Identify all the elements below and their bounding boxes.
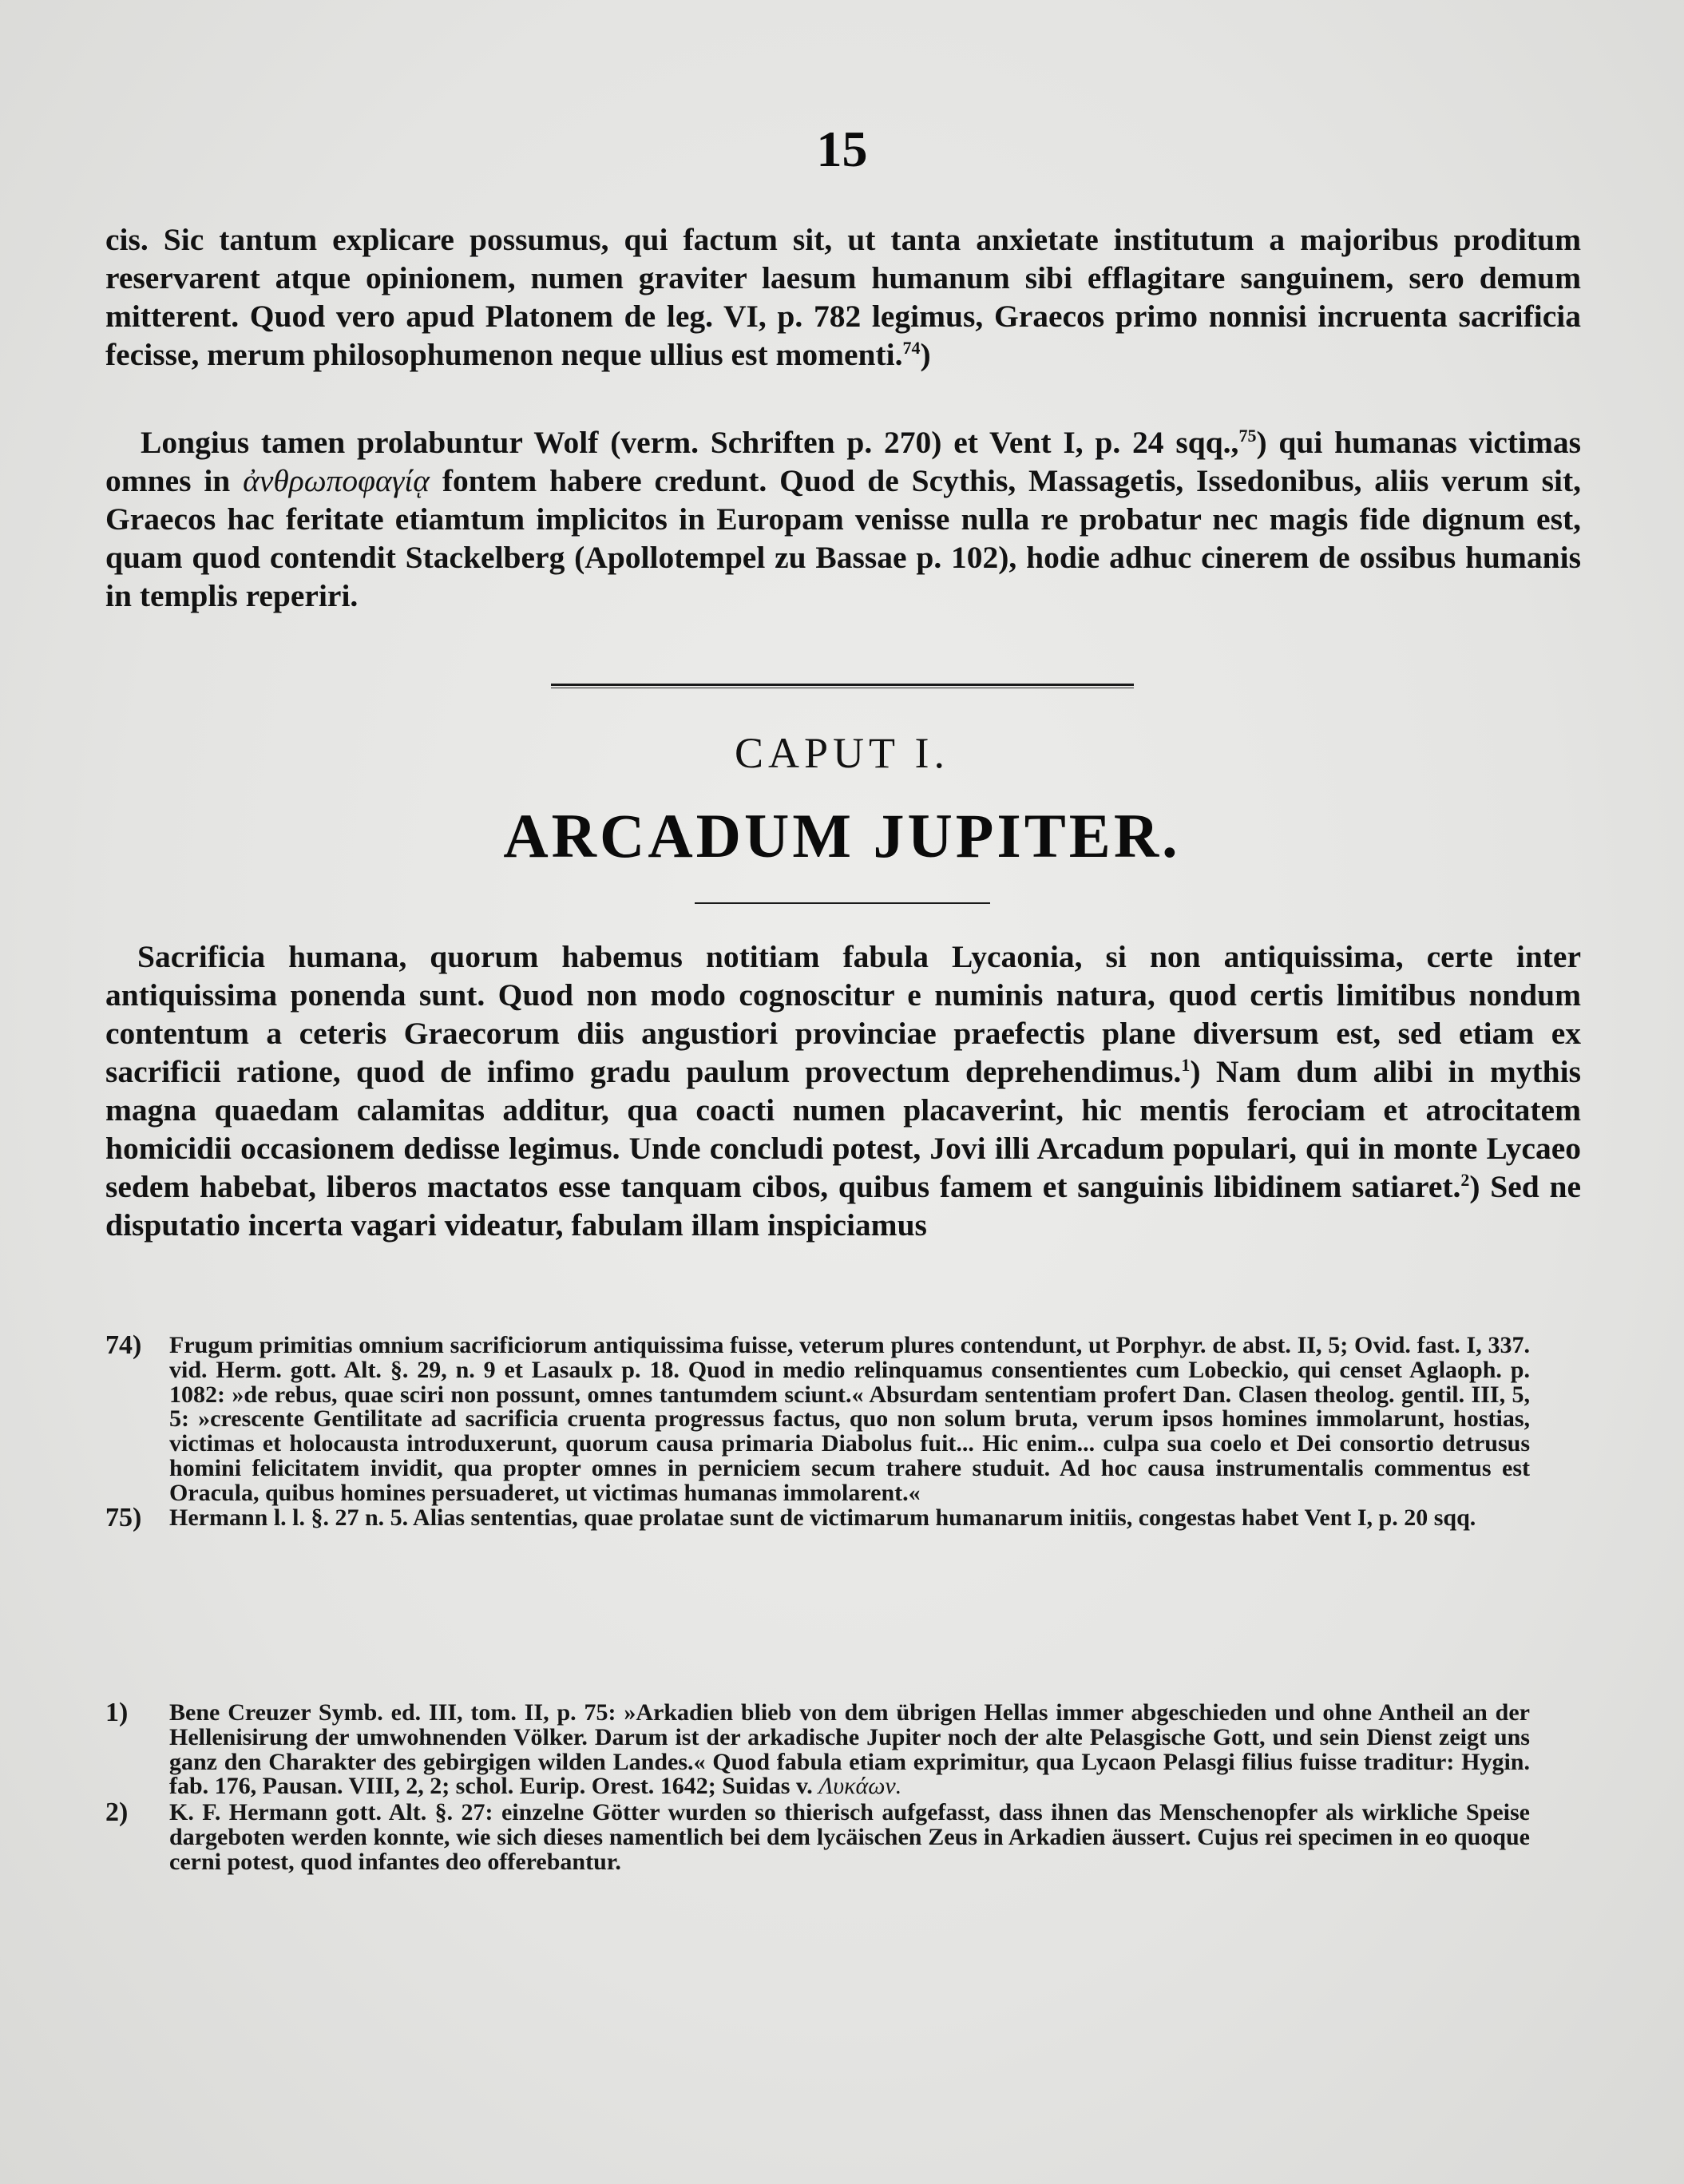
footnote-ref: 2 (1460, 1169, 1470, 1190)
footnote-number: 75) (105, 1502, 142, 1532)
paragraph-text: fontem habere credunt. Quod de Scythis, Massagetis, Issedonibus, aliis verum sit, Graecos hac feritate etiamtum implicitos in Europam venisse nulla re probatur nec magis fide dignum est, quam quod contendit Stackelberg (Apollotempel zu Bassae p. 102), hodie adhuc cinerem de ossibus humanis in templis reperiri. (105, 463, 1582, 613)
footnote-ref: 1 (1181, 1054, 1191, 1075)
greek-word: ἀνθρωποφαγίᾳ (243, 463, 430, 498)
footnote (105, 1330, 1530, 1506)
footnote-text: Bene Creuzer Symb. ed. III, tom. II, p. 75: »Arkadien blieb von dem übrigen Hellas immer abgeschieden und ohne Antheil an der Hellenisirung der umwohnenden Völker. Darum ist der arkadische Jupiter noch der alte Pelasgische Gott, und sein Dienst zeigt uns ganz den Charakter des gebirgigen wilden Landes.« Quod fabula etiam exprimitur, qua Lycaon Pelasgi filius fuisse traditur: Hygin. fab. 176, Pausan. VIII, 2, 2; schol. Eurip. Orest. 1642; Suidas v. (169, 1699, 1530, 1800)
title-divider (695, 902, 990, 904)
footnote (105, 1798, 1530, 1875)
greek-word: Λυκάων. (818, 1773, 902, 1800)
paragraph-sacrificia (105, 937, 1581, 1244)
footnote-text: Hermann l. l. §. 27 n. 5. Alias sententias, quae prolatae sunt de victimarum humanarum initiis, congestas habet Vent I, p. 20 sqq. (169, 1504, 1476, 1531)
footnotes-previous-section (105, 1330, 1530, 1532)
paragraph-text-tail: ) (920, 337, 931, 372)
paragraph-text: ) Sed ne disputatio incerta vagari videatur, fabulam illam inspiciamus (105, 1169, 1581, 1243)
footnote-ref: 75 (1238, 425, 1257, 446)
section-divider (551, 684, 1134, 686)
chapter-title: ARCADUM JUPITER. (503, 801, 1181, 870)
footnote-text: K. F. Hermann gott. Alt. §. 27: einzelne Götter wurden so thierisch aufgefasst, dass ihnen das Menschenopfer als wirkliche Speise dargeboten werden konnte, wie sich dieses namentlich bei dem lycäischen Zeus in Arkadien äussert. Cujus rei specimen in eo quoque cerni potest, quod infantes deo offerebantur. (169, 1799, 1530, 1875)
paragraph-text: ) Nam dum alibi in mythis magna quaedam calamitas additur, qua coacti numen placaverint, hic mentis ferociam et atrocitatem homicidii occasionem dedisse legimus. Unde concludi potest, Jovi illi Arcadum populari, qui in monte Lycaeo sedem habebat, liberos mactatos esse tanquam cibos, quibus famem et sanguinis libidinem satiaret. (105, 1054, 1581, 1204)
paragraph-text: Longius tamen prolabuntur Wolf (verm. Schriften p. 270) et Vent I, p. 24 sqq., (141, 425, 1239, 460)
chapter-heading: CAPUT I. (734, 729, 950, 777)
footnote-ref: 74 (902, 337, 921, 358)
footnote-number: 2) (105, 1798, 129, 1828)
footnote-number: 1) (105, 1698, 129, 1727)
paragraph-text: cis. Sic tantum explicare possumus, qui factum sit, ut tanta anxietate institutum a majoribus proditum reservarent atque opinionem, numen graviter laesum humanum sibi efflagitare sanguinem, sero demum mitterent. Quod vero apud Platonem de leg. VI, p. 782 legimus, Graecos primo nonnisi incruenta sacrificia fecisse, merum philosophumenon neque ullius est momenti. (105, 222, 1581, 372)
paragraph-wolf-vent (105, 423, 1581, 615)
page-number: 15 (816, 121, 868, 177)
footnote (105, 1502, 1530, 1532)
paragraph-text: ) qui humanas victimas omnes in (105, 425, 1582, 498)
footnote-text: Frugum primitias omnium sacrificiorum antiquissima fuisse, veterum plures contendunt, ut Porphyr. de abst. II, 5; Ovid. fast. I, 337. vid. Herm. gott. Alt. §. 29, n. 9 et Lasaulx p. 18. Quod in medio relinquamus consentientes cum Lobeckio, qui censet Aglaoph. p. 1082: »de rebus, quae sciri non possunt, omnes tantumdem sciunt.« Absurdam sententiam profert Dan. Clasen theolog. gentil. III, 5, 5: »crescente Gentilitate ad sacrificia cruenta progressus factus, quo non solum bruta, verum ipsos homines immolarunt, hostias, victimas et holocausta introduxerunt, quorum causa primaria Diabolus fuit... Hic enim... culpa sua coelo et Dei consortio detrusus homini felicitatem invidit, qua propter omnes in perniciem secum trahere studuit. Ad hoc causa instrumentalis commentus est Oracula, quibus homines persuaderet, ut victimas humanas immolarent.« (169, 1332, 1530, 1506)
footnote-number: 74) (105, 1330, 142, 1360)
paragraph-continuation (105, 220, 1581, 374)
paragraph-text: Sacrificia humana, quorum habemus notitiam fabula Lycaonia, si non antiquissima, certe inter antiquissima ponenda sunt. Quod non modo cognoscitur e numinis natura, quod certis limitibus nondum contentum a ceteris Graecorum diis angustiori provinciae praefectis plane diversum est, sed etiam ex sacrificii ratione, quod de infimo gradu paulum provectum deprehendimus. (105, 939, 1581, 1089)
footnote (105, 1698, 1530, 1800)
footnotes-chapter (105, 1698, 1530, 1877)
